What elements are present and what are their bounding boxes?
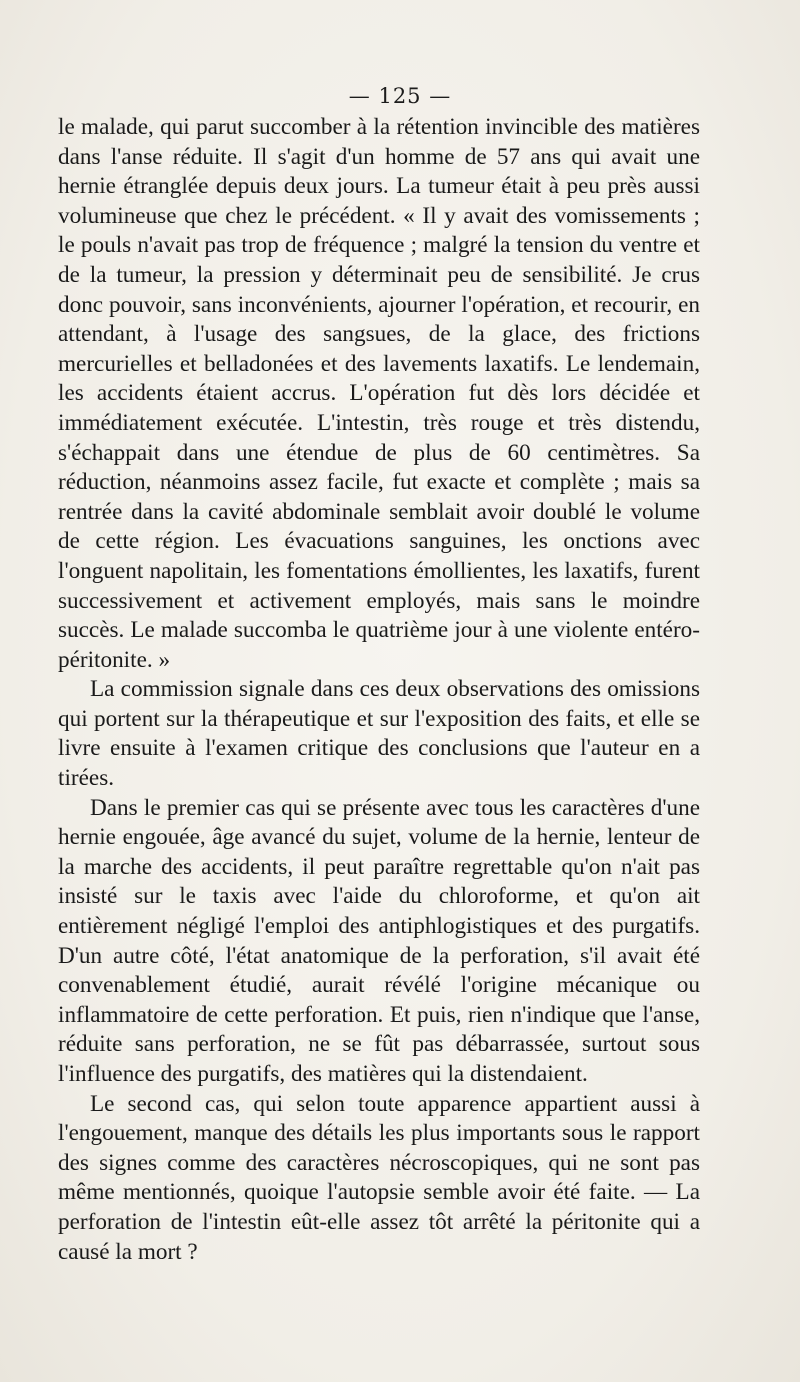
page-number: — 125 — — [348, 84, 452, 108]
paragraph-2: La commission signale dans ces deux observations des omissions qui portent sur la thérapeutique et sur l'exposition des faits, et elle se livre ensuite à l'examen critique des conclusions que l'auteur en a tirées. — [58, 676, 700, 792]
paragraph-1: le malade, qui parut succomber à la rétention invincible des matières dans l'anse réduite. Il s'agit d'un homme de 57 ans qui avait une hernie étranglée depuis deux jours. La tumeur était à peu près aussi volumineuse que chez le précédent. « Il y avait des vomissements ; le pouls n'avait pas trop de fréquence ; malgré la tension du ventre et de la tumeur, la pression y déterminait peu de sensibilité. Je crus donc pouvoir, sans inconvénients, ajourner l'opération, et recourir, en attendant, à l'usage des sangsues, de la glace, des frictions mercurielles et belladonées et des lavements laxatifs. Le lendemain, les accidents étaient accrus. L'opération fut dès lors décidée et immédiatement exécutée. L'intestin, très rouge et très distendu, s'échappait dans une étendue de plus de 60 centimètres. Sa réduction, néanmoins assez facile, fut exacte et complète ; mais sa rentrée dans la cavité abdominale semblait avoir doublé le volume de cette région. Les évacuations sanguines, les onctions avec l'onguent napolitain, les fomentations émollientes, les laxatifs, furent successivement et activement employés, mais sans le moindre succès. Le malade succomba le quatrième jour à une violente entéro-péritonite. » — [58, 114, 700, 673]
page-body — [58, 113, 700, 1267]
paragraph-3: Dans le premier cas qui se présente avec tous les caractères d'une hernie engouée, âge avancé du sujet, volume de la hernie, lenteur de la marche des accidents, il peut paraître regrettable qu'on n'ait pas insisté sur le taxis avec l'aide du chloroforme, et qu'on ait entièrement négligé l'emploi des antiphlogistiques et des purgatifs. D'un autre côté, l'état anatomique de la perforation, s'il avait été convenablement étudié, aurait révélé l'origine mécanique ou inflammatoire de cette perforation. Et puis, rien n'indique que l'anse, réduite sans perforation, ne se fût pas débarrassée, surtout sous l'influence des purgatifs, des matières qui la distendaient. — [58, 794, 700, 1087]
paragraph-4: Le second cas, qui selon toute apparence appartient aussi à l'engouement, manque des détails les plus importants sous le rapport des signes comme des caractères nécroscopiques, qui ne sont pas même mentionnés, quoique l'autopsie semble avoir été faite. — La perforation de l'intestin eût-elle assez tôt arrêté la péritonite qui a causé la mort ? — [58, 1090, 700, 1265]
